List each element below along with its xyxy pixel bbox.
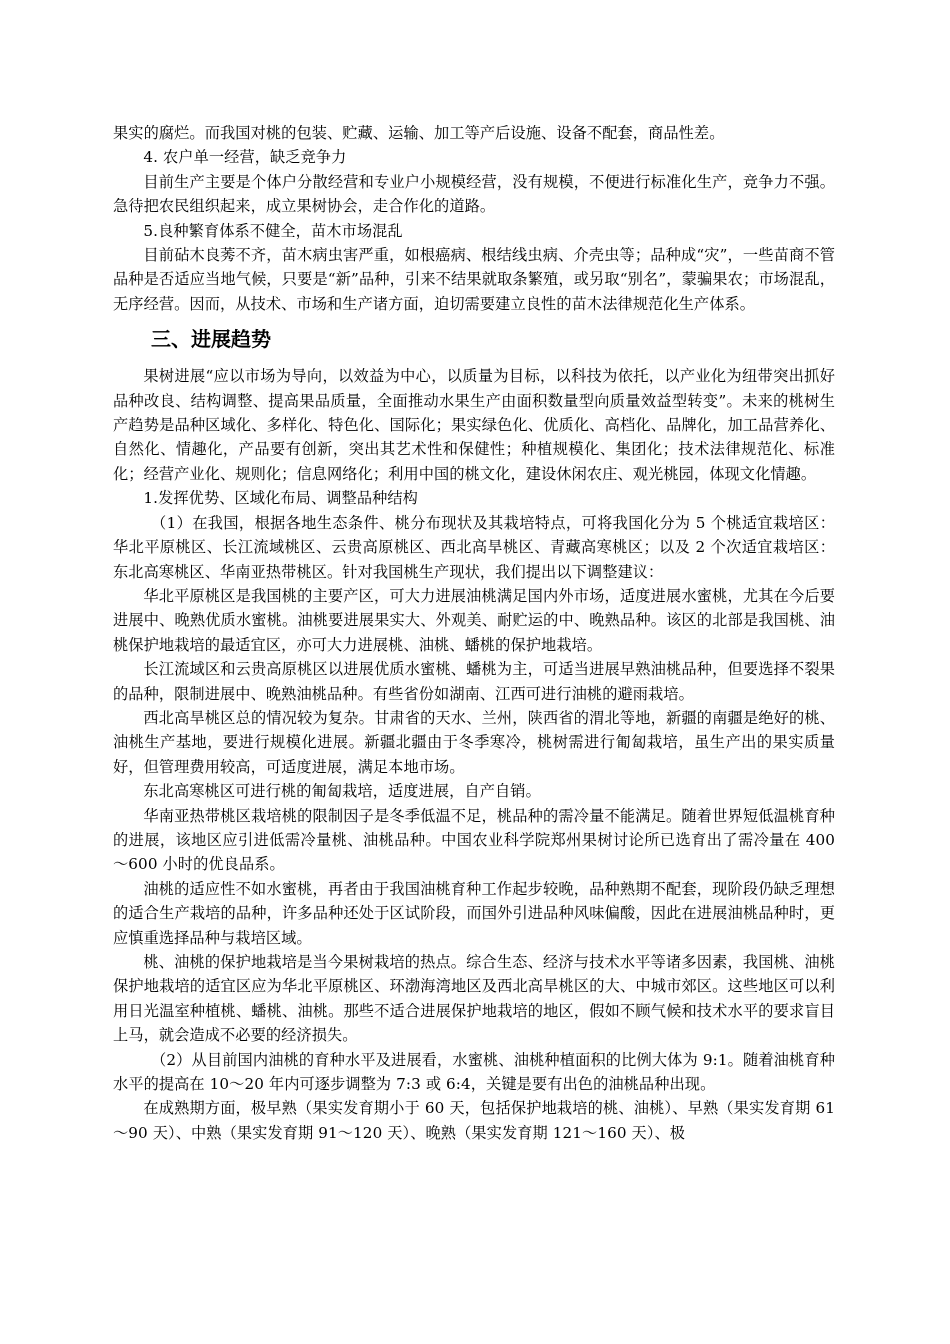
- paragraph: 西北高旱桃区总的情况较为复杂。甘肃省的天水、兰州，陕西省的渭北等地，新疆的南疆是绝好的桃、油桃生产基地，要进行规模化进展。新疆北疆由于冬季寒冷，桃树需进行匍匐栽培，虽生产出的果实质量好，但管理费用较高，可适度进展，满足本地市场。: [113, 708, 835, 776]
- subheading-1: 1.发挥优势、区域化布局、调整品种结构: [143, 489, 418, 508]
- paragraph: 果树进展“应以市场为导向，以效益为中心，以质量为目标，以科技为依托，以产业化为纽带突出抓好品种改良、结构调整、提高果品质量，全面推动水果生产由面积数量型向质量效益型转变”。未来的桃树生产趋势是品种区域化、多样化、特色化、国际化；果实绿色化、优质化、高档化、品牌化，加工品营养化、自然化、情趣化，产品要有创新，突出其艺术性和保健性；种植规模化、集团化；技术法律规范化、标准化；经营产业化、规则化；信息网络化；利用中国的桃文化，建设休闲农庄、观光桃园，体现文化情趣。: [113, 367, 835, 483]
- subheading-4: 4. 农户单一经营，缺乏竞争力: [143, 148, 347, 167]
- section-heading: 三、进展趋势: [151, 327, 271, 352]
- paragraph: 华南亚热带桃区栽培桃的限制因子是冬季低温不足，桃品种的需冷量不能满足。随着世界短低温桃育种的进展，该地区应引进低需冷量桃、油桃品种。中国农业科学院郑州果树讨论所已选育出了需冷量在 400～600 小时的优良品系。: [113, 806, 835, 874]
- paragraph: 目前砧木良莠不齐，苗木病虫害严重，如根癌病、根结线虫病、介壳虫等；品种成“灾”，一些苗商不管品种是否适应当地气候，只要是“新”品种，引来不结果就取条繁殖，或另取“别名”，蒙骗果农；市场混乱，无序经营。因而，从技术、市场和生产诸方面，迫切需要建立良性的苗木法律规范化生产体系。: [113, 246, 835, 313]
- document-page: [113, 121, 835, 1145]
- paragraph: 在成熟期方面，极早熟（果实发育期小于 60 天，包括保护地栽培的桃、油桃）、早熟（果实发育期 61～90 天）、中熟（果实发育期 91～120 天）、晚熟（果实发育期 121～160 天）、极: [113, 1099, 835, 1142]
- paragraph: 目前生产主要是个体户分散经营和专业户小规模经营，没有规模，不便进行标准化生产，竞争力不强。急待把农民组织起来，成立果树协会，走合作化的道路。: [113, 172, 835, 216]
- paragraph: 桃、油桃的保护地栽培是当今果树栽培的热点。综合生态、经济与技术水平等诸多因素，我国桃、油桃保护地栽培的适宜区应为华北平原桃区、环渤海湾地区及西北高旱桃区的大、中城市郊区。这些地区可以利用日光温室种植桃、蟠桃、油桃。那些不适合进展保护地栽培的地区，假如不顾气候和技术水平的要求盲目上马，就会造成不必要的经济损失。: [113, 953, 835, 1045]
- paragraph: 华北平原桃区是我国桃的主要产区，可大力进展油桃满足国内外市场，适度进展水蜜桃，尤其在今后要进展中、晚熟优质水蜜桃。油桃要进展果实大、外观美、耐贮运的中、晚熟品种。该区的北部是我国桃、油桃保护地栽培的最适宜区，亦可大力进展桃、油桃、蟠桃的保护地栽培。: [113, 586, 835, 654]
- paragraph: 油桃的适应性不如水蜜桃，再者由于我国油桃育种工作起步较晚，品种熟期不配套，现阶段仍缺乏理想的适合生产栽培的品种，许多品种还处于区试阶段，而国外引进品种风味偏酸，因此在进展油桃品种时，更应慎重选择品种与栽培区域。: [113, 879, 835, 947]
- subheading-5: 5.良种繁育体系不健全，苗木市场混乱: [143, 221, 403, 240]
- paragraph: （1）在我国，根据各地生态条件、桃分布现状及其栽培特点，可将我国化分为 5 个桃适宜栽培区：华北平原桃区、长江流域桃区、云贵高原桃区、西北高旱桃区、青藏高寒桃区；以及 2 个次适宜栽培区：东北高寒桃区、华南亚热带桃区。针对我国桃生产现状，我们提出以下调整建议：: [113, 513, 835, 581]
- paragraph: 长江流域区和云贵高原桃区以进展优质水蜜桃、蟠桃为主，可适当进展早熟油桃品种，但要选择不裂果的品种，限制进展中、晚熟油桃品种。有些省份如湖南、江西可进行油桃的避雨栽培。: [113, 660, 835, 703]
- paragraph: （2）从目前国内油桃的育种水平及进展看，水蜜桃、油桃种植面积的比例大体为 9:1。随着油桃育种水平的提高在 10～20 年内可逐步调整为 7:3 或 6:4，关键是要有出色的油桃品种出现。: [113, 1050, 835, 1094]
- paragraph: 东北高寒桃区可进行桃的匍匐栽培，适度进展，自产自销。: [143, 782, 541, 801]
- paragraph-continuation: 果实的腐烂。而我国对桃的包装、贮藏、运输、加工等产后设施、设备不配套，商品性差。: [113, 124, 725, 142]
